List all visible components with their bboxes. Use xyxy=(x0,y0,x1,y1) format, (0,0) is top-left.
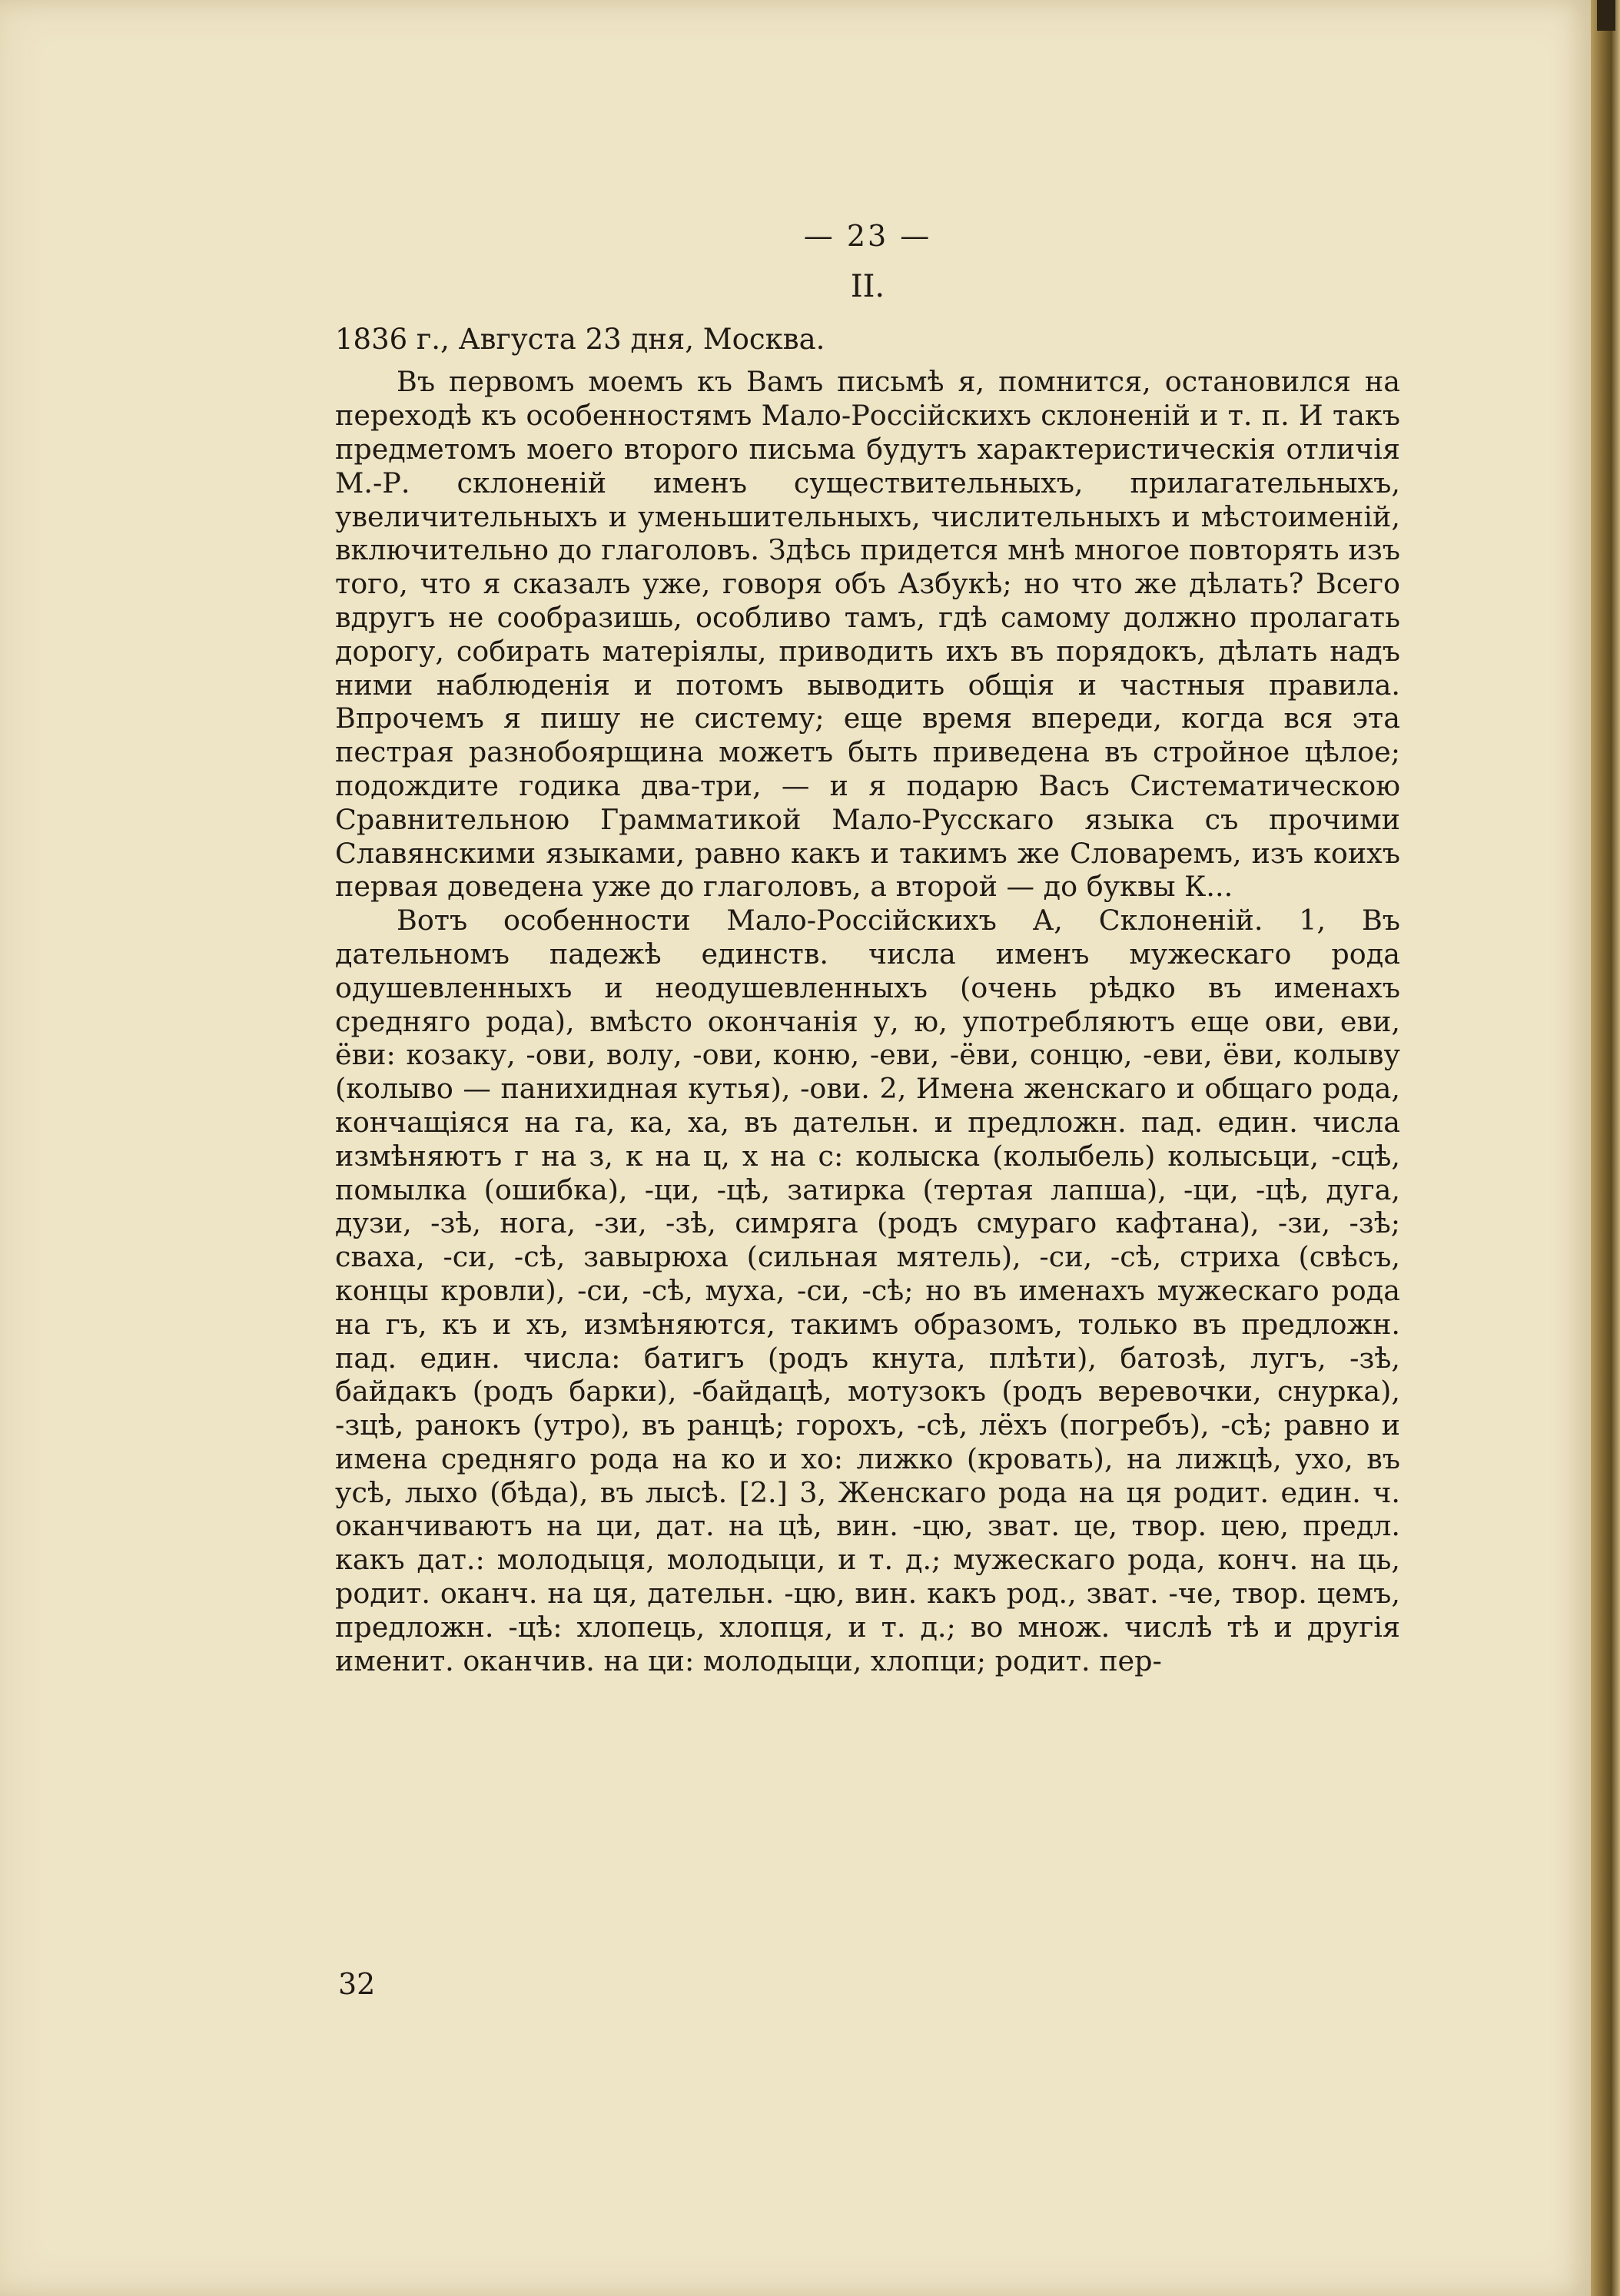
paragraph-intro: Въ первомъ моемъ къ Вамъ письмѣ я, помнится, остановился на переходѣ къ особенностямъ Мало-Россійскихъ склоненій и т. п. И такъ предметомъ моего второго письма будутъ характеристическія отличія М.-Р. склоненій именъ существительныхъ, прилагательныхъ, увеличительныхъ и уменьшительныхъ, числительныхъ и мѣстоименій, включительно до глаголовъ. Здѣсь придется мнѣ многое повторять изъ того, что я сказалъ уже, говоря объ Азбукѣ; но что же дѣлать? Всего вдругъ не сообразишь, особливо тамъ, гдѣ самому должно пролагать дорогу, собирать матеріялы, приводить ихъ въ порядокъ, дѣлать надъ ними наблюденія и потомъ выводить общія и частныя правила. Впрочемъ я пишу не систему; еще время впереди, когда вся эта пестрая разнобоярщина можетъ быть приведена въ стройное цѣлое; подождите годика два-три, — и я подарю Васъ Систематическою Сравнительною Грамматикой Мало-Русскаго языка съ прочими Славянскими языками, равно какъ и такимъ же Словаремъ, изъ коихъ первая доведена уже до глаголовъ, а второй — до буквы К... xyxy=(335,365,1400,904)
section-number: II. xyxy=(850,268,885,304)
binding-corner-mark xyxy=(1597,0,1615,31)
text-block xyxy=(335,220,1400,1677)
binding-edge xyxy=(1591,0,1620,2296)
running-head-page-number: — 23 — xyxy=(803,219,932,253)
letter-dateline: 1836 г., Августа 23 дня, Москва. xyxy=(335,322,825,356)
paragraph-declensions: Вотъ особенности Мало-Россійскихъ А, Склоненій. 1, Въ дательномъ падежѣ единств. числа именъ мужескаго рода одушевленныхъ и неодушевленныхъ (очень рѣдко въ именахъ средняго рода), вмѣсто окончанія у, ю, употребляютъ еще ови, еви, ёви: козаку, -ови, волу, -ови, коню, -еви, -ёви, сонцю, -еви, ёви, колыву (колыво — панихидная кутья), -ови. 2, Имена женскаго и общаго рода, кончащіяся на га, ка, ха, въ дательн. и предложн. пад. един. числа измѣняютъ г на з, к на ц, х на с: колыска (колыбель) колысьци, -сцѣ, помылка (ошибка), -ци, -цѣ, затирка (тертая лапша), -ци, -цѣ, дуга, дузи, -зѣ, нога, -зи, -зѣ, симряга (родъ смураго кафтана), -зи, -зѣ; сваха, -си, -сѣ, завырюха (сильная мятель), -си, -сѣ, стриха (свѣсъ, концы кровли), -си, -сѣ, муха, -си, -сѣ; но въ именахъ мужескаго рода на гъ, къ и хъ, измѣняются, такимъ образомъ, только въ предложн. пад. един. числа: батигъ (родъ кнута, плѣти), батозѣ, лугъ, -зѣ, байдакъ (родъ барки), -байдацѣ, мотузокъ (родъ веревочки, снурка), -зцѣ, ранокъ (утро), въ ранцѣ; горохъ, -сѣ, лёхъ (погребъ), -сѣ; равно и имена средняго рода на ко и хо: лижко (кровать), на лижцѣ, ухо, въ усѣ, лыхо (бѣда), въ лысѣ. [2.] 3, Женскаго рода на ця родит. един. ч. оканчиваютъ на ци, дат. на цѣ, вин. -цю, зват. це, твор. цею, предл. какъ дат.: молодыця, молодыци, и т. д.; мужескаго рода, конч. на ць, родит. оканч. на ця, дательн. -цю, вин. какъ род., зват. -че, твор. цемъ, предложн. -цѣ: хлопець, хлопця, и т. д.; во множ. числѣ тѣ и другія именит. оканчив. на ци: молодыци, хлопци; родит. пер- xyxy=(335,904,1400,1677)
signature-mark: 32 xyxy=(338,1967,376,2001)
